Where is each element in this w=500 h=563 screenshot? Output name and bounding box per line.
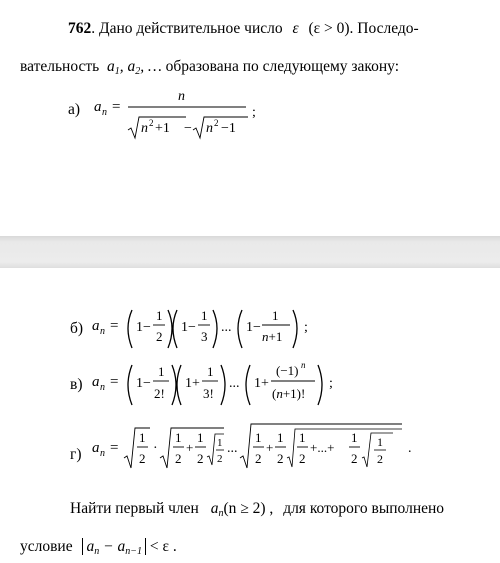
- sequence-terms: $a_1$, $a_2$, …: [103, 58, 166, 77]
- svg-text:n: n: [141, 121, 148, 136]
- svg-text:1: 1: [377, 435, 383, 449]
- svg-text:2: 2: [299, 451, 306, 466]
- svg-text:a: a: [92, 318, 100, 334]
- svg-text:2!: 2!: [154, 386, 165, 401]
- svg-text:1: 1: [351, 430, 358, 445]
- svg-text:+1: +1: [155, 121, 170, 136]
- svg-text:1: 1: [175, 430, 182, 445]
- question-text-2: для которого выполнено: [283, 500, 445, 517]
- svg-text:1+: 1+: [185, 376, 200, 391]
- svg-text:−: −: [184, 121, 192, 136]
- svg-text:1+: 1+: [254, 376, 269, 391]
- svg-text:n: n: [178, 89, 185, 104]
- svg-text:1: 1: [201, 308, 208, 323]
- formula-b: [90, 304, 320, 356]
- question-condition: (n ≥ 2) ,: [223, 500, 274, 517]
- svg-text:=: =: [112, 99, 121, 115]
- question-term: $a_n$: [210, 500, 224, 519]
- svg-text:+: +: [186, 440, 194, 455]
- sequence-rule-text: образована по следующему закону:: [165, 58, 400, 75]
- svg-text:2: 2: [255, 451, 262, 466]
- item-g-label: г): [70, 446, 82, 463]
- svg-text:2: 2: [351, 451, 358, 466]
- svg-text:−1: −1: [221, 121, 236, 136]
- item-b-label: б): [70, 320, 84, 337]
- intro-text-2: вательность: [20, 58, 100, 75]
- svg-text:2: 2: [156, 329, 163, 344]
- formula-a: [90, 86, 260, 146]
- epsilon-condition: (ε > 0). Последо-: [308, 20, 419, 37]
- svg-text:1: 1: [197, 430, 204, 445]
- svg-text:=: =: [110, 440, 119, 456]
- svg-text:3!: 3!: [203, 386, 214, 401]
- svg-text:n: n: [100, 382, 105, 393]
- svg-text:=: =: [110, 318, 119, 334]
- svg-text:a: a: [94, 99, 102, 115]
- svg-text:2: 2: [277, 451, 284, 466]
- svg-text:1−: 1−: [181, 320, 196, 335]
- svg-text:1: 1: [158, 364, 165, 379]
- svg-text:...: ...: [221, 320, 232, 335]
- svg-text:1−: 1−: [136, 376, 151, 391]
- svg-text:1: 1: [139, 430, 146, 445]
- svg-text:;: ;: [252, 105, 256, 120]
- svg-text:1: 1: [217, 437, 223, 449]
- page-divider: [0, 236, 500, 268]
- svg-text:=: =: [110, 374, 119, 390]
- svg-text:;: ;: [329, 376, 333, 391]
- problem-statement-line-2: [20, 58, 399, 77]
- question-text-1: Найти первый член: [70, 500, 199, 517]
- svg-text:1: 1: [277, 430, 284, 445]
- problem-number: 762: [68, 20, 92, 37]
- question-line-1: [70, 500, 444, 519]
- svg-text:...: ...: [227, 441, 238, 456]
- question-text-3: условие: [20, 538, 73, 555]
- svg-text:·: ·: [153, 441, 158, 456]
- item-a-label: а): [68, 101, 81, 118]
- svg-text:3: 3: [201, 329, 208, 344]
- svg-text:n: n: [102, 107, 107, 118]
- svg-text:1: 1: [156, 308, 163, 323]
- svg-text:1: 1: [272, 308, 279, 323]
- svg-text:a: a: [92, 440, 100, 456]
- svg-text:2: 2: [139, 451, 146, 466]
- svg-text:2: 2: [214, 118, 219, 128]
- svg-text:1−: 1−: [136, 320, 151, 335]
- svg-text:(n+1)!: (n+1)!: [272, 386, 306, 401]
- svg-text:n: n: [100, 326, 105, 337]
- svg-text:2: 2: [149, 118, 154, 128]
- item-v-label: в): [70, 376, 83, 393]
- formula-g: [90, 420, 420, 482]
- svg-text:+: +: [266, 440, 274, 455]
- svg-text:;: ;: [304, 320, 308, 335]
- svg-text:2: 2: [217, 453, 223, 465]
- svg-text:+...+: +...+: [310, 440, 335, 455]
- question-line-2: [20, 538, 177, 557]
- question-end: < ε .: [149, 538, 177, 555]
- svg-text:1−: 1−: [246, 320, 261, 335]
- svg-text:n: n: [206, 121, 213, 136]
- svg-text:n: n: [100, 448, 105, 459]
- svg-text:a: a: [92, 374, 100, 390]
- svg-text:(−1): (−1): [276, 363, 299, 378]
- svg-text:1: 1: [299, 430, 306, 445]
- svg-text:...: ...: [229, 376, 240, 391]
- intro-text-1: . Дано действительное число: [91, 20, 283, 37]
- difference-abs: $a_n - a_{n-1}$: [82, 538, 145, 555]
- formula-v: [90, 358, 340, 414]
- svg-text:2: 2: [197, 451, 204, 466]
- svg-text:n+1: n+1: [262, 329, 283, 344]
- svg-text:2: 2: [175, 451, 182, 466]
- svg-text:.: .: [408, 441, 412, 456]
- svg-text:n: n: [301, 360, 306, 370]
- svg-text:2: 2: [377, 452, 383, 466]
- problem-statement-line-1: [68, 20, 419, 38]
- svg-text:1: 1: [207, 364, 214, 379]
- epsilon-symbol: ε: [292, 20, 299, 37]
- svg-text:1: 1: [255, 430, 262, 445]
